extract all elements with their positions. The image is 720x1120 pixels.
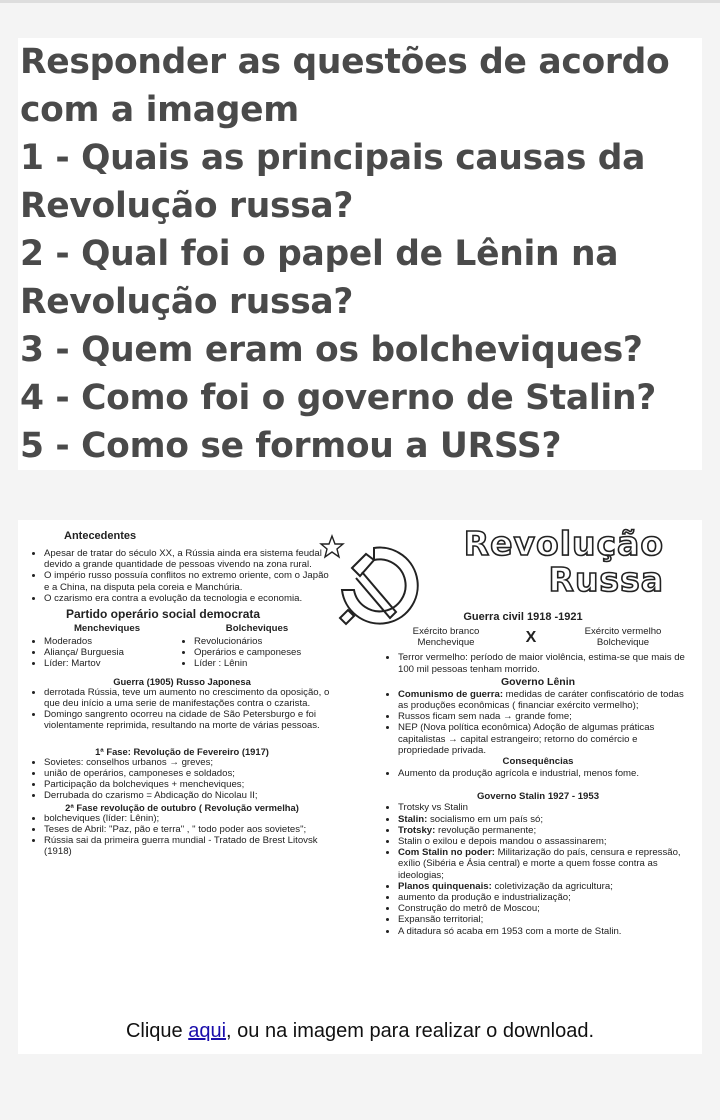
list-item	[398, 914, 690, 925]
list-item: • O império russo possuía conflitos no extremo oriente, com o Japão e a China, na disputa pela coreia e Manchúria.	[44, 570, 332, 592]
mencheviques-list	[32, 636, 182, 670]
list-item	[398, 711, 690, 722]
item-text: Russos ficam sem nada → grande fome;	[398, 711, 572, 723]
sheet-title	[464, 526, 664, 598]
stalin-list	[386, 802, 690, 936]
list-item: • Líder : Lênin	[194, 658, 332, 669]
list-item: • Moderados	[44, 636, 182, 647]
partido-heading: Partido operário social democrata	[66, 607, 261, 622]
fase2-heading: 2ª Fase revolução de outubro ( Revolução vermelha)	[65, 801, 299, 813]
item-keyword: Planos quinquenais:	[398, 880, 492, 892]
item-text: socialismo em um país só;	[427, 813, 544, 825]
question-line: 5 - Como se formou a URSS?	[20, 426, 562, 466]
bolcheviques-list	[182, 636, 332, 670]
bolcheviques-heading: Bolcheviques	[225, 623, 289, 635]
list-item: • Sovietes: conselhos urbanos → greves;	[44, 757, 332, 768]
download-footer	[18, 1014, 702, 1054]
list-item: • Apesar de tratar do século XX, a Rússia ainda era sistema feudal devido a grande quantidade de pessoas vivendo na zona rural.	[44, 548, 332, 570]
footer-text-before: Clique	[125, 1020, 189, 1042]
list-item: • Revolucionários	[194, 636, 332, 647]
list-item	[398, 892, 690, 903]
title-line: Russa	[548, 560, 664, 599]
left-column	[32, 520, 332, 858]
list-item: • Líder: Martov	[44, 658, 182, 669]
fase1-heading: 1ª Fase: Revolução de Fevereiro (1917)	[95, 745, 269, 757]
download-link[interactable]: aqui	[188, 1020, 227, 1042]
consequencias-list	[386, 768, 690, 779]
guerra-civil-heading: Guerra civil 1918 -1921	[463, 611, 583, 623]
list-item: • Domingo sangrento ocorreu na cidade de São Petersburgo e foi violentamente reprimida, resultando na morte de várias pessoas.	[44, 709, 332, 731]
list-item	[398, 926, 690, 937]
questions-block	[18, 38, 702, 470]
list-item: • bolcheviques (líder: Lênin);	[44, 813, 332, 824]
mencheviques-heading: Mencheviques	[73, 623, 141, 635]
item-text: revolução permanente;	[435, 824, 537, 836]
item-text: A ditadura só acaba em 1953 com a morte de Stalin.	[398, 925, 622, 937]
item-text: Trotsky vs Stalin	[398, 802, 469, 814]
item-keyword: Comunismo de guerra:	[398, 688, 504, 700]
terror-list	[386, 652, 690, 674]
bolchevique-label: Bolchevique	[596, 637, 650, 649]
fase2-list	[32, 813, 332, 858]
consequencias-heading: Consequências	[502, 756, 574, 768]
list-item: • Operários e camponeses	[194, 647, 332, 658]
title-line: Revolução	[463, 524, 664, 563]
question-line: Responder as questões de acordo	[20, 42, 670, 82]
item-text: coletivização da agricultura;	[491, 880, 613, 892]
list-item	[398, 903, 690, 914]
question-line: 2 - Qual foi o papel de Lênin na	[20, 234, 619, 274]
list-item	[398, 802, 690, 813]
list-item: • O czarismo era contra a evolução da tecnologia e economia.	[44, 593, 332, 604]
item-text: Construção do metrô de Moscou;	[398, 903, 540, 915]
top-divider	[0, 0, 720, 3]
list-item: • Derrubada do czarismo = Abdicação do Nicolau II;	[44, 790, 332, 801]
item-text: aumento da produção e industrialização;	[398, 892, 571, 904]
question-line: 3 - Quem eram os bolcheviques?	[20, 330, 643, 370]
list-item: • Rússia sai da primeira guerra mundial - Tratado de Brest Litovsk (1918)	[44, 835, 332, 857]
list-item	[398, 825, 690, 836]
item-text: Stalin o exilou e depois mandou o assassinarem;	[398, 836, 607, 848]
list-item	[398, 722, 690, 756]
exercito-branco: Exército branco	[412, 626, 480, 637]
versus-mark: X	[525, 628, 537, 646]
item-text: medidas de caráter confiscatório de todas as produções econômicas ( financiar exército vermelho);	[398, 688, 684, 712]
item-text: Militarização do país, censura e repressão, exílio (Sibéria e Ásia central) e morte a quem fosse contra as ideologias;	[398, 847, 681, 881]
question-line: Revolução russa?	[20, 186, 354, 226]
list-item: • Terror vermelho: período de maior violência, estima-se que mais de 100 mil pessoas tenham morrido.	[398, 652, 690, 674]
item-text: Expansão territorial;	[398, 914, 484, 926]
question-line: 4 - Como foi o governo de Stalin?	[20, 378, 656, 418]
item-keyword: Stalin:	[398, 813, 428, 825]
list-item: • Teses de Abril: "Paz, pão e terra" , " todo poder aos sovietes";	[44, 824, 332, 835]
list-item: • Aliança/ Burguesia	[44, 647, 182, 658]
governo-stalin-heading: Governo Stalin 1927 - 1953	[476, 791, 600, 803]
guerra-list	[32, 687, 332, 732]
antecedentes-heading: Antecedentes	[64, 530, 137, 542]
footer-text-after: , ou na imagem para realizar o download.	[226, 1020, 595, 1042]
item-keyword: Trotsky:	[398, 824, 436, 836]
list-item: • derrotada Rússia, teve um aumento no crescimento da oposição, o que deu início a uma serie de manifestações contra o czarista.	[44, 687, 332, 709]
list-item	[398, 847, 690, 881]
list-item: • Aumento da produção agrícola e industrial, menos fome.	[398, 768, 690, 779]
right-column	[386, 610, 690, 937]
partido-split	[32, 622, 332, 670]
guerra-heading: Guerra (1905) Russo Japonesa	[113, 675, 251, 687]
antecedentes-list	[32, 548, 332, 604]
civil-war-sides	[386, 626, 690, 648]
list-item	[398, 814, 690, 825]
item-keyword: Com Stalin no poder:	[398, 847, 496, 859]
question-line: com a imagem	[20, 90, 299, 130]
menchevique-label: Menchevique	[417, 637, 475, 649]
lenin-list	[386, 689, 690, 756]
exercito-vermelho: Exército vermelho	[584, 626, 662, 637]
list-item	[398, 881, 690, 892]
governo-lenin-heading: Governo Lênin	[500, 675, 576, 688]
list-item	[398, 836, 690, 847]
item-text: NEP (Nova política econômica) Adoção de algumas práticas capitalistas → capital estrangeiro; retorno do comércio e propriedade privada.	[398, 722, 655, 756]
question-line: Revolução russa?	[20, 282, 354, 322]
question-line: 1 - Quais as principais causas da	[20, 138, 646, 178]
summary-image[interactable]	[18, 520, 702, 1014]
list-item	[398, 689, 690, 711]
list-item: • Participação da bolcheviques + mencheviques;	[44, 779, 332, 790]
fase1-list	[32, 757, 332, 802]
list-item: • união de operários, camponeses e soldados;	[44, 768, 332, 779]
